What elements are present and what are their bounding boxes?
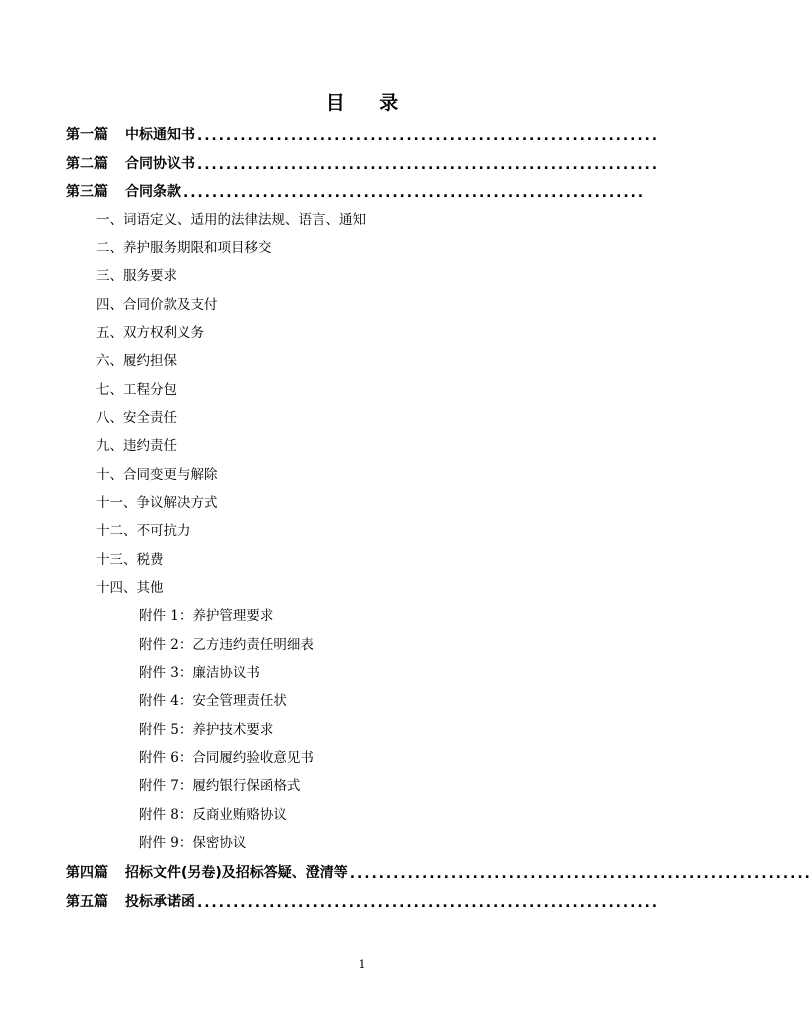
dot-leader: ................................................................ — [197, 895, 659, 911]
part-number: 第五篇 — [66, 894, 108, 910]
toc-section-item[interactable]: 三、服务要求 — [96, 268, 177, 284]
part-number: 第四篇 — [66, 865, 108, 881]
part-title: 投标承诺函 — [125, 894, 195, 910]
toc-section-item[interactable]: 二、养护服务期限和项目移交 — [96, 240, 272, 256]
dot-leader: ................................................................ — [183, 185, 645, 201]
toc-section-item[interactable]: 八、安全责任 — [96, 410, 177, 426]
toc-section-item[interactable]: 九、违约责任 — [96, 438, 177, 454]
toc-attachment-item[interactable]: 附件 2：乙方违约责任明细表 — [139, 637, 314, 653]
toc-section-item[interactable]: 十、合同变更与解除 — [96, 467, 218, 483]
toc-section-item[interactable]: 十四、其他 — [96, 580, 164, 596]
toc-part-2[interactable] — [66, 153, 659, 173]
dot-leader: ................................................................ — [349, 866, 812, 882]
toc-section-item[interactable]: 七、工程分包 — [96, 382, 177, 398]
toc-section-item[interactable]: 十二、不可抗力 — [96, 523, 191, 539]
toc-part-1[interactable] — [66, 124, 659, 144]
part-title: 招标文件(另卷)及招标答疑、澄清等 — [125, 865, 348, 881]
toc-section-item[interactable]: 一、词语定义、适用的法律法规、语言、通知 — [96, 212, 366, 228]
toc-part-4[interactable] — [66, 862, 812, 882]
toc-attachment-item[interactable]: 附件 4：安全管理责任状 — [139, 693, 287, 709]
toc-attachment-item[interactable]: 附件 5：养护技术要求 — [139, 722, 274, 738]
toc-attachment-item[interactable]: 附件 3：廉洁协议书 — [139, 665, 260, 681]
toc-section-item[interactable]: 六、履约担保 — [96, 353, 177, 369]
toc-attachment-item[interactable]: 附件 7：履约银行保函格式 — [139, 778, 301, 794]
page-number: 1 — [358, 958, 366, 971]
part-title: 合同条款 — [125, 184, 181, 200]
part-title: 中标通知书 — [125, 127, 195, 143]
toc-section-item[interactable]: 十一、争议解决方式 — [96, 495, 218, 511]
toc-part-5[interactable] — [66, 891, 659, 911]
dot-leader: ................................................................ — [197, 157, 659, 173]
part-number: 第一篇 — [66, 127, 108, 143]
toc-section-item[interactable]: 五、双方权利义务 — [96, 325, 204, 341]
toc-title: 目 录 — [325, 92, 413, 114]
toc-section-item[interactable]: 四、合同价款及支付 — [96, 297, 218, 313]
toc-attachment-item[interactable]: 附件 8：反商业贿赂协议 — [139, 807, 287, 823]
part-number: 第三篇 — [66, 184, 108, 200]
toc-section-item[interactable]: 十三、税费 — [96, 552, 164, 568]
part-number: 第二篇 — [66, 156, 108, 172]
toc-attachment-item[interactable]: 附件 9：保密协议 — [139, 835, 247, 851]
part-title: 合同协议书 — [125, 156, 195, 172]
dot-leader: ................................................................ — [197, 128, 659, 144]
toc-attachment-item[interactable]: 附件 1：养护管理要求 — [139, 608, 274, 624]
toc-part-3[interactable] — [66, 181, 645, 201]
toc-attachment-item[interactable]: 附件 6：合同履约验收意见书 — [139, 750, 314, 766]
